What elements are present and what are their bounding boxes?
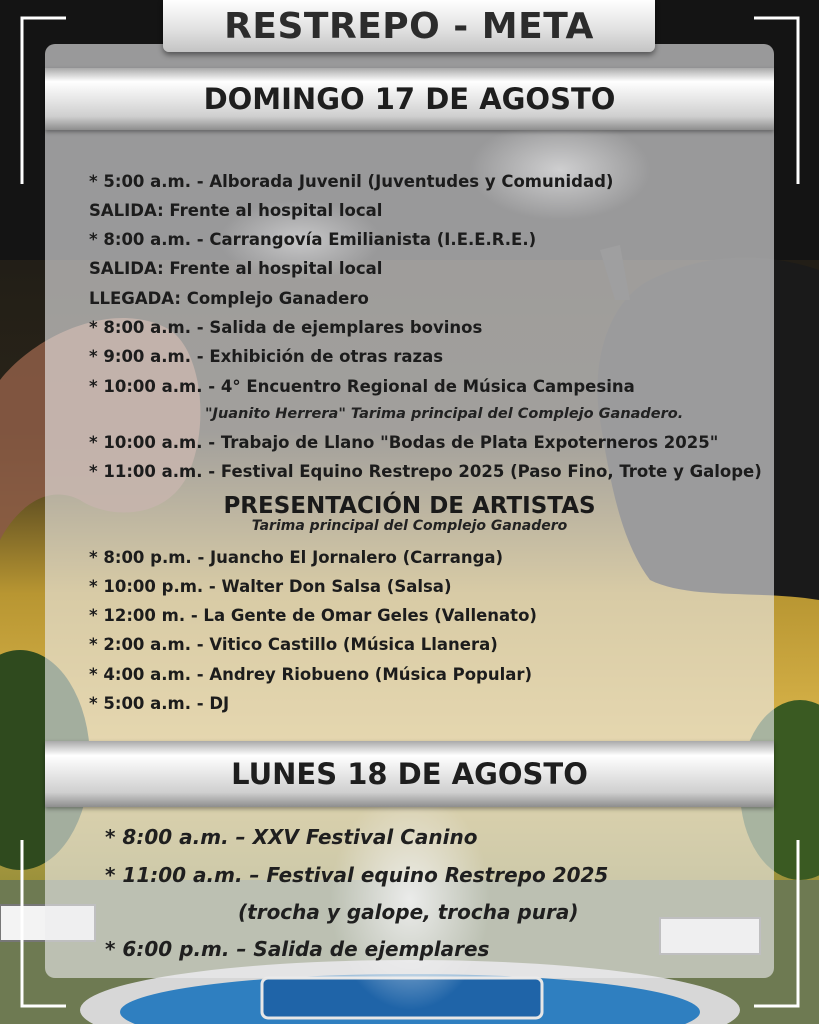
artist-item-3: * 12:00 m. - La Gente de Omar Geles (Vallenato) — [89, 606, 537, 625]
sunday-item-7: * 9:00 a.m. - Exhibición de otras razas — [89, 347, 444, 366]
artists-subtitle: Tarima principal del Complejo Ganadero — [251, 518, 568, 534]
sunday-item-2 — [89, 201, 382, 220]
frame-bracket-bottom-right — [752, 838, 800, 1008]
sunday-banner — [45, 68, 774, 130]
arrival-label: LLEGADA: — [89, 289, 181, 308]
sunday-item-6: * 8:00 a.m. - Salida de ejemplares bovinos — [89, 318, 483, 337]
artist-item-5: * 4:00 a.m. - Andrey Riobueno (Música Popular) — [89, 665, 533, 684]
departure-text: Frente al hospital local — [163, 201, 383, 220]
sunday-item-4 — [89, 259, 382, 278]
departure-label: SALIDA: — [89, 201, 164, 220]
sunday-item-9: * 10:00 a.m. - Trabajo de Llano "Bodas de Plata Expoterneros 2025" — [89, 433, 719, 452]
artist-item-6: * 5:00 a.m. - DJ — [89, 694, 230, 713]
monday-banner — [45, 741, 774, 807]
sunday-item-1: * 5:00 a.m. - Alborada Juvenil (Juventudes y Comunidad) — [89, 172, 614, 191]
page-title: RESTREPO - META — [224, 5, 594, 47]
departure-label: SALIDA: — [89, 259, 164, 278]
artists-title: PRESENTACIÓN DE ARTISTAS — [223, 493, 596, 519]
artist-item-2: * 10:00 p.m. - Walter Don Salsa (Salsa) — [89, 577, 452, 596]
frame-bracket-bottom-left — [20, 838, 68, 1008]
monday-item-1: * 8:00 a.m. – XXV Festival Canino — [105, 825, 478, 849]
arrival-text: Complejo Ganadero — [180, 289, 369, 308]
artist-item-1: * 8:00 p.m. - Juancho El Jornalero (Carranga) — [89, 548, 504, 567]
monday-item-2-detail: (trocha y galope, trocha pura) — [238, 900, 579, 924]
header-tab — [163, 0, 655, 52]
monday-title: LUNES 18 DE AGOSTO — [231, 757, 588, 791]
sunday-item-8-detail: "Juanito Herrera" Tarima principal del Complejo Ganadero. — [205, 406, 684, 422]
sunday-item-8: * 10:00 a.m. - 4° Encuentro Regional de Música Campesina — [89, 377, 635, 396]
sunday-item-5 — [89, 289, 369, 308]
monday-item-3: * 6:00 p.m. – Salida de ejemplares — [105, 937, 490, 961]
sunday-item-3: * 8:00 a.m. - Carrangovía Emilianista (I.E.E.R.E.) — [89, 230, 537, 249]
monday-item-2: * 11:00 a.m. – Festival equino Restrepo 2025 — [105, 863, 609, 887]
artist-item-4: * 2:00 a.m. - Vitico Castillo (Música Llanera) — [89, 635, 498, 654]
departure-text: Frente al hospital local — [163, 259, 383, 278]
sunday-title: DOMINGO 17 DE AGOSTO — [203, 82, 616, 116]
sunday-item-10: * 11:00 a.m. - Festival Equino Restrepo 2025 (Paso Fino, Trote y Galope) — [89, 462, 762, 481]
